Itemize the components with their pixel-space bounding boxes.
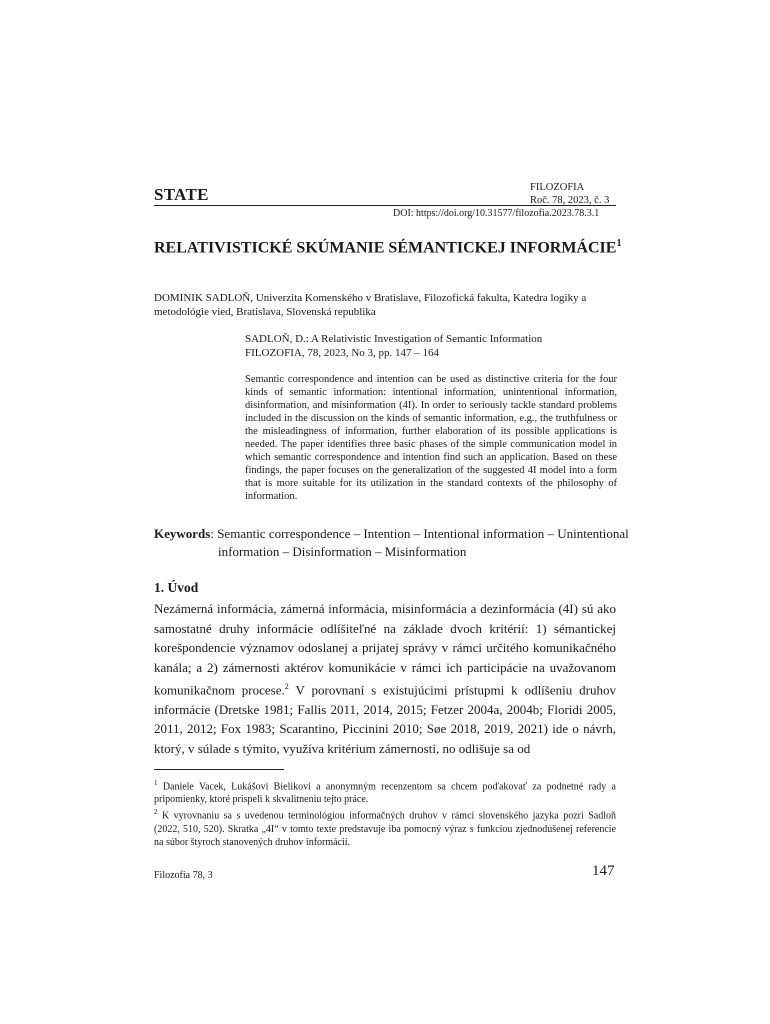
footnote-mark: 2 bbox=[154, 808, 158, 817]
title-footnote-mark[interactable]: 1 bbox=[616, 238, 622, 249]
article-title-text: RELATIVISTICKÉ SKÚMANIE SÉMANTICKEJ INFORMÁCIE bbox=[154, 239, 617, 257]
citation-title: SADLOŇ, D.: A Relativistic Investigation of Semantic Information bbox=[245, 333, 543, 345]
section-label: STATE bbox=[154, 185, 209, 204]
journal-info bbox=[530, 181, 609, 207]
body-text-part2: V porovnaní s existujúcimi prístupmi k odlíšeniu druhov informácie (Dretske 1981; Fallis 2011, 2014, 2015; Fetzer 2004a, 2004b; Floridi 2005, 2011, 2012; Fox 1983; Scarantino, Piccinini 2010; Søe 2018, 2019, 2021) ide o návrh, ktorý, v súlade s týmito, využíva kritérium zámernosti, no odlišuje sa od bbox=[154, 682, 616, 756]
keywords bbox=[154, 525, 682, 561]
article-title bbox=[154, 233, 624, 259]
body-paragraph bbox=[154, 599, 616, 758]
footer-journal: Filozofia 78, 3 bbox=[154, 870, 213, 881]
footnote-rule bbox=[154, 769, 284, 770]
body-footnote-mark[interactable]: 2 bbox=[284, 682, 289, 691]
section-heading: 1. Úvod bbox=[154, 580, 199, 595]
journal-issue: Roč. 78, 2023, č. 3 bbox=[530, 195, 610, 206]
footnote-text: K vyrovnaniu sa s uvedenou terminológiou informačných druhov v rámci slovenského jazyka pozri Sadloň (2022, 510, 520). Skratka „4I“ v tomto texte predstavuje iba pomocný výraz s funkciou zjednodušenej referencie na súbor štyroch stanovených druhov informácií. bbox=[154, 810, 616, 848]
footnote-text: Daniele Vacek, Lukášovi Bielikovi a anonymným recenzentom sa chcem poďakovať za podnetné rady a pripomienky, ktoré prispeli k skvalitneniu tejto práce. bbox=[154, 781, 616, 806]
doi-link[interactable]: DOI: https://doi.org/10.31577/filozofia.2023.78.3.1 bbox=[393, 208, 600, 219]
page-number: 147 bbox=[592, 863, 615, 879]
header-rule bbox=[154, 205, 616, 206]
keywords-label: Keywords bbox=[154, 526, 211, 541]
body-text-part1: Nezámerná informácia, zámerná informácia, misinformácia a dezinformácia (4I) sú ako samostatné druhy informácie odlíšiteľné na základe dvoch kritérií: 1) sémantickej korešpondencie významov odoslanej a prijatej správy v rámci určitého komunikačného kanála; a 2) zámernosti aktérov komunikácie v rámci ich participácie na uvažovanom komunikačnom procese. bbox=[154, 601, 616, 698]
footnotes bbox=[154, 777, 616, 849]
abstract: Semantic correspondence and intention can be used as distinctive criteria for the four kinds of semantic information: intentional information, unintentional information, disinformation, and misinformation (4I). In order to seriously tackle standard problems included in the discussion on the kinds of semantic information, e.g., the truthfulness or the misleadingness of information, further elaboration of its possible applications is needed. The paper identifies three basic phases of the simple communication model in which semantic correspondence and intention find such an application. Based on these findings, the paper focuses on the generalization of the suggested 4I model into a form that is more suitable for its utilization in the standard contexts of the philosophy of information. bbox=[245, 374, 617, 502]
citation-source: FILOZOFIA, 78, 2023, No 3, pp. 147 – 164 bbox=[245, 347, 440, 359]
keywords-list: : Semantic correspondence – Intention – Intentional information – Unintentional information – Disinformation – Misinformation bbox=[210, 526, 629, 559]
citation-block bbox=[245, 332, 617, 360]
journal-name: FILOZOFIA bbox=[530, 182, 585, 193]
author-affiliation: DOMINIK SADLOŇ, Univerzita Komenského v Bratislave, Filozofická fakulta, Katedra logiky a metodológie vied, Bratislava, Slovenská republika bbox=[154, 292, 587, 318]
footnote-item bbox=[154, 777, 616, 806]
footnote-item bbox=[154, 806, 616, 848]
footnote-mark: 1 bbox=[154, 779, 158, 787]
